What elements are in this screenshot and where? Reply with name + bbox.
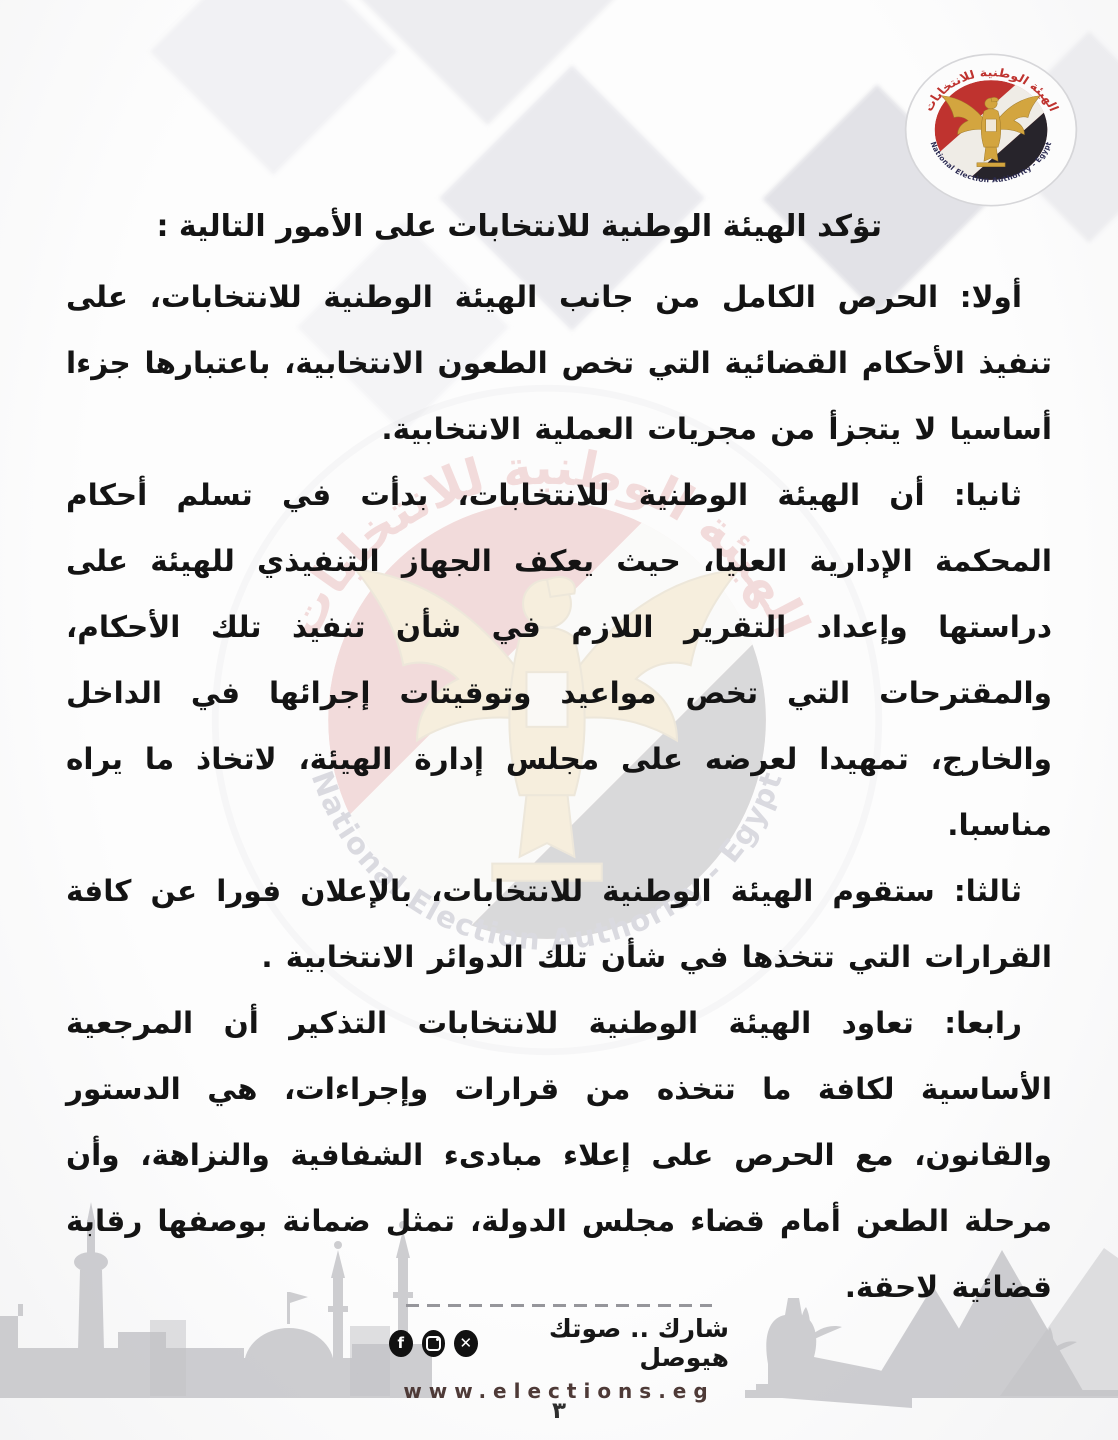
x-icon[interactable]: ✕ — [454, 1330, 478, 1357]
footer — [389, 1304, 729, 1403]
facebook-icon[interactable]: f — [389, 1330, 413, 1357]
statement-paragraph-2: ثانيا: أن الهيئة الوطنية للانتخابات، بدأت في تسلم أحكام المحكمة الإدارية العليا، حيث يعكف الجهاز التنفيذي للهيئة على دراستها وإعداد التقرير اللازم في شأن تنفيذ تلك الأحكام، والمقترحات التي تخص مواعيد وتوقيتات إجرائها في الداخل والخارج، تمهيدا لعرضه على مجلس إدارة الهيئة، لاتخاذ ما يراه مناسبا. — [66, 478, 1052, 842]
page-number: ٣ — [551, 1398, 567, 1424]
nea-logo — [903, 52, 1079, 208]
ground-strip — [745, 1390, 1118, 1398]
instagram-glyph — [426, 1336, 441, 1351]
statement-paragraph-1: أولا: الحرص الكامل من جانب الهيئة الوطنية للانتخابات، على تنفيذ الأحكام القضائية التي تخص الطعون الانتخابية، باعتبارها جزءا أساسيا لا يتجزأ من مجريات العملية الانتخابية. — [66, 280, 1052, 446]
footer-slogan-row — [389, 1314, 729, 1372]
footer-divider — [406, 1304, 712, 1307]
footer-slogan: شارك .. صوتك هيوصل — [548, 1314, 729, 1372]
statement-body — [66, 198, 1052, 1320]
instagram-icon[interactable] — [422, 1330, 446, 1357]
diamond-shape — [150, 0, 397, 175]
website-link[interactable]: www.elections.eg — [403, 1379, 715, 1403]
statement-heading: تؤكد الهيئة الوطنية للانتخابات على الأمور التالية : — [156, 209, 882, 244]
statement-paragraph-4: رابعا: تعاود الهيئة الوطنية للانتخابات التذكير أن المرجعية الأساسية لكافة ما تتخذه من قرارات وإجراءات، هي الدستور والقانون، مع الحرص على إعلاء مبادىء الشفافية والنزاهة، وأن مرحلة الطعن أمام قضاء مجلس الدولة، تمثل ضمانة بوصفها رقابة قضائية لاحقة. — [66, 1006, 1052, 1304]
ground-strip — [0, 1390, 435, 1398]
statement-paragraph-3: ثالثا: ستقوم الهيئة الوطنية للانتخابات، بالإعلان فورا عن كافة القرارات التي تتخذها في شأن تلك الدوائر الانتخابية . — [66, 874, 1052, 974]
